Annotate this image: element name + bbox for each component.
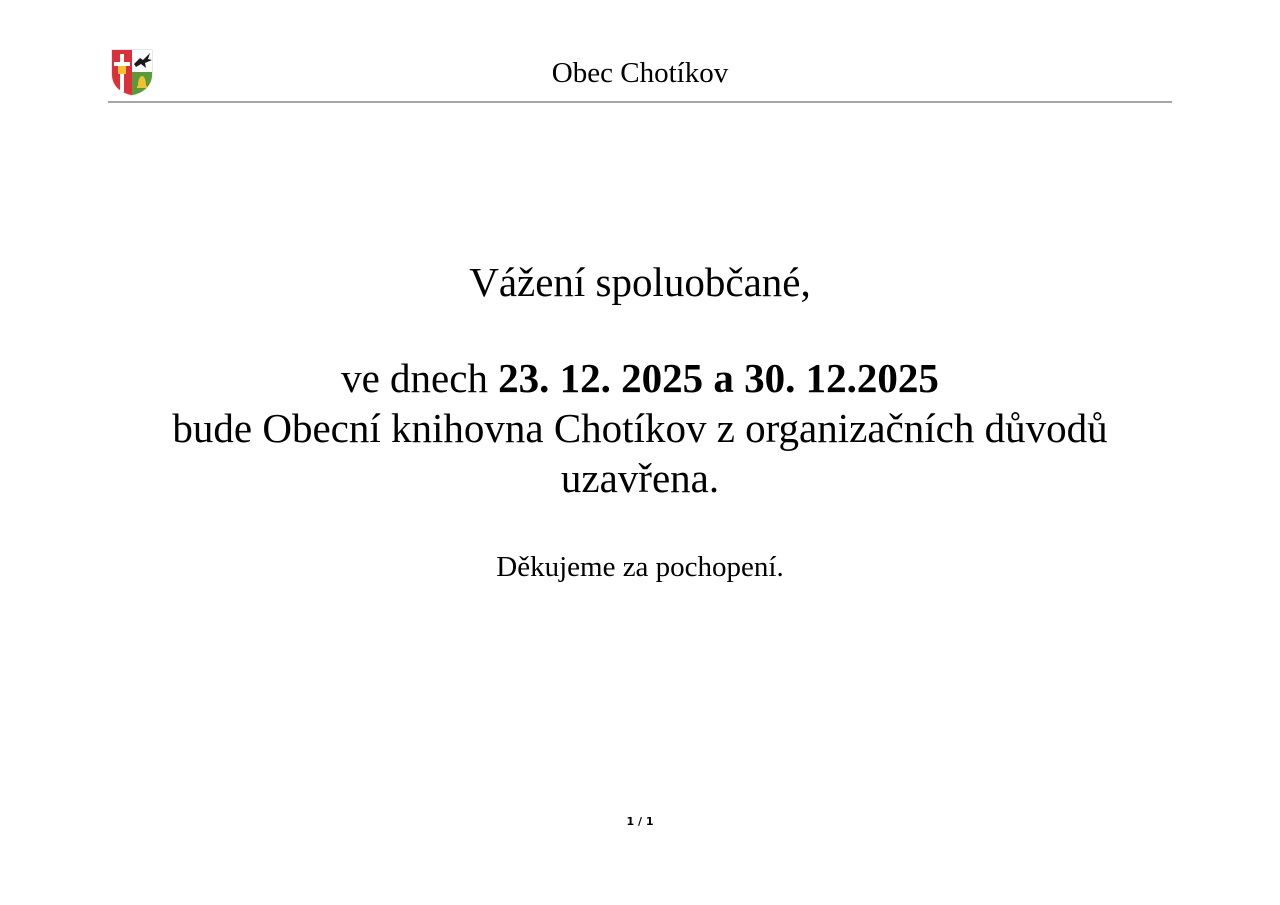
- closure-text: [100, 403, 1180, 503]
- greeting: Vážení spoluobčané,: [469, 259, 811, 305]
- closure-text-line-1: bude Obecní knihovna Chotíkov z organizačních důvodů: [172, 405, 1108, 451]
- header-divider: [108, 101, 1172, 103]
- header-title: Obec Chotíkov: [551, 57, 729, 89]
- thanks-text: Děkujeme za pochopení.: [496, 551, 784, 583]
- page-header: [108, 44, 1172, 104]
- closure-dates: 23. 12. 2025 a 30. 12.2025: [498, 355, 939, 401]
- dates-line: [100, 353, 1180, 403]
- page-number: 1 / 1: [626, 815, 654, 828]
- dates-prefix: ve dnech: [341, 355, 499, 401]
- closure-text-line-2: uzavřena.: [560, 455, 720, 501]
